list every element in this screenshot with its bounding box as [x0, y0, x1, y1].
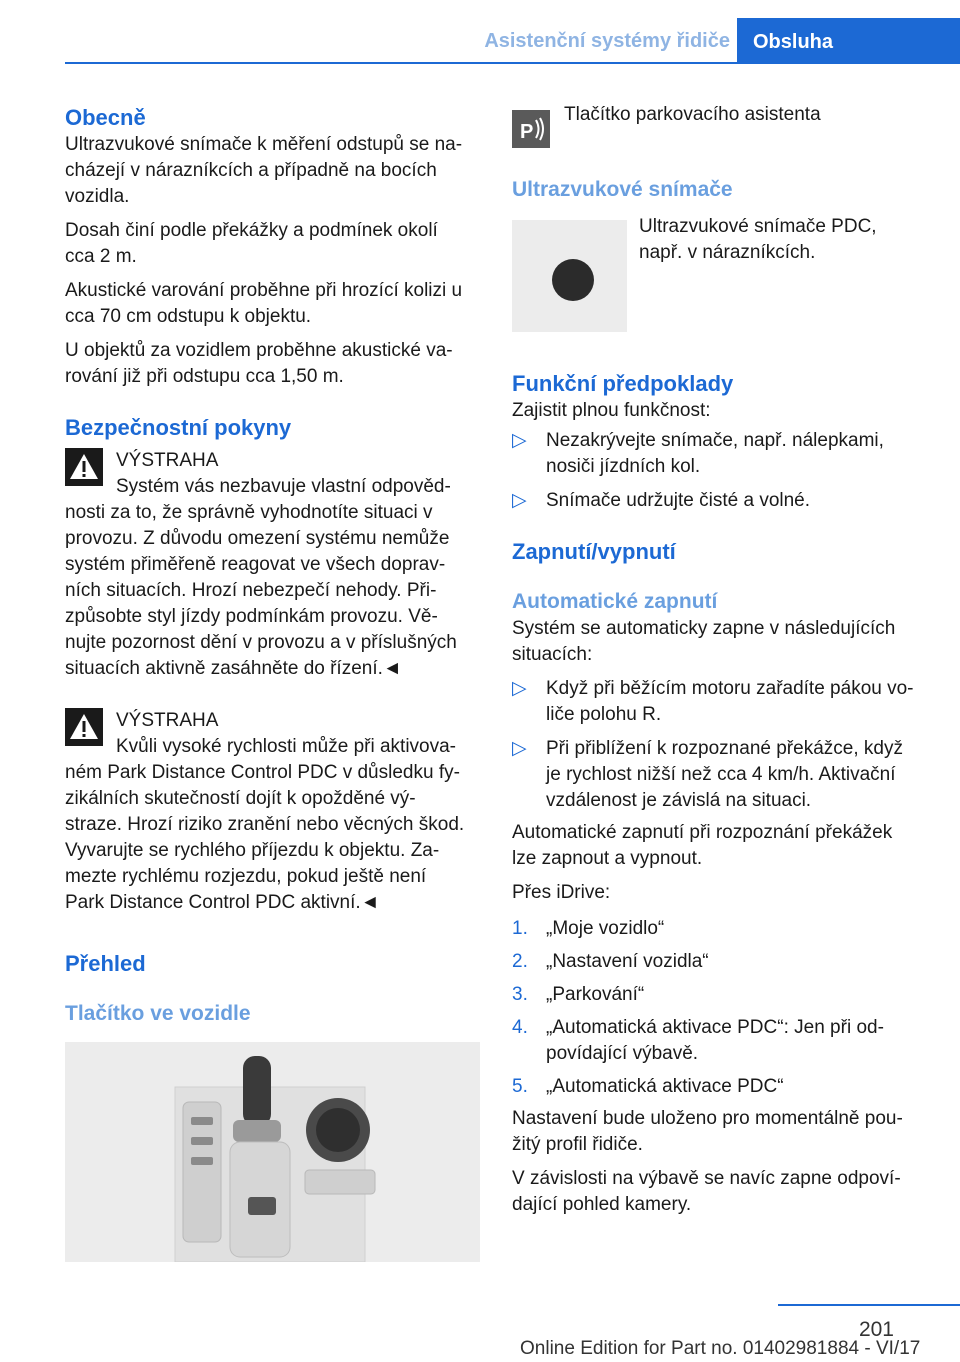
- paragraph: [65, 132, 480, 210]
- footer-rule: [778, 1304, 960, 1306]
- step-item: [512, 1074, 927, 1100]
- text-line: „Nastavení vozidla“: [546, 951, 709, 972]
- heading-automatic-on: Automatické zapnutí: [512, 590, 718, 613]
- paragraph: [512, 616, 927, 668]
- text-line: vozidla.: [65, 186, 130, 207]
- text-line: žitý profil řidiče.: [512, 1134, 643, 1155]
- text-line: Vyvarujte se rychlého příjezdu k objektu. Za-: [65, 840, 440, 861]
- center-console-image: [65, 1042, 480, 1262]
- left-column: [65, 100, 480, 1262]
- text-line: ních situacích. Hrozí nebezpečí nehody. Při-: [65, 580, 437, 601]
- step-number: 3.: [512, 984, 528, 1005]
- text-line: Snímače udržujte čisté a volné.: [546, 490, 811, 511]
- text-line: systém přiměřeně reagovat ve všech doprav-: [65, 554, 446, 575]
- warning-box: [65, 708, 480, 760]
- text-line: U objektů za vozidlem proběhne akustické va-: [65, 340, 453, 361]
- parking-assistant-button-icon: [512, 110, 550, 148]
- text-line: Ultrazvukové snímače k měření odstupů se na-: [65, 134, 463, 155]
- requirements-intro: Zajistit plnou funkčnost:: [512, 400, 711, 421]
- text-line: je rychlost nižší než cca 4 km/h. Aktivační: [546, 764, 896, 785]
- text-line: „Automatická aktivace PDC“: Jen při od-: [546, 1017, 884, 1038]
- text-line: Při přiblížení k rozpoznané překážce, když: [546, 738, 903, 759]
- step-item: [512, 1015, 927, 1067]
- text-line: zikálních skutečností dojít k opožděné vý-: [65, 788, 416, 809]
- list-item: [512, 488, 927, 514]
- parking-assistant-button-row: [512, 100, 927, 156]
- text-line: povídající výbavě.: [546, 1043, 699, 1064]
- text-line: V závislosti na výbavě se navíc zapne odpoví-: [512, 1168, 901, 1189]
- step-item: [512, 982, 927, 1008]
- heading-safety: Bezpečnostní pokyny: [65, 415, 292, 440]
- paragraph: [512, 820, 927, 872]
- text-line: Automatické zapnutí při rozpoznání překážek: [512, 822, 893, 843]
- warning-first-line: Systém vás nezbavuje vlastní odpověd-: [116, 476, 451, 497]
- text-line: Ultrazvukové snímače PDC,: [639, 216, 877, 237]
- paragraph: [512, 1166, 927, 1218]
- text-line: provozu. Z důvodu omezení systému nemůže: [65, 528, 450, 549]
- requirements-list: [512, 428, 927, 514]
- paragraph: [512, 1106, 927, 1158]
- sensor-image: [512, 220, 627, 332]
- warning-icon: [65, 708, 103, 746]
- step-item: [512, 949, 927, 975]
- sensor-block: [512, 210, 927, 330]
- text-line: „Parkování“: [546, 984, 645, 1005]
- text-line: lze zapnout a vypnout.: [512, 848, 703, 869]
- text-line: nosti za to, že správně vyhodnotíte situaci v: [65, 502, 433, 523]
- bullet-marker: ▷: [512, 490, 527, 511]
- text-line: Když při běžícím motoru zařadíte pákou vo-: [546, 678, 914, 699]
- step-number: 2.: [512, 951, 528, 972]
- step-number: 5.: [512, 1076, 528, 1097]
- page-number: 201: [858, 1318, 894, 1341]
- idrive-steps-list: [512, 916, 927, 1100]
- list-item: [512, 428, 927, 480]
- heading-ultrasonic-sensors: Ultrazvukové snímače: [512, 178, 733, 201]
- text-line: způsobte styl jízdy podmínkám provozu. Vě-: [65, 606, 438, 627]
- list-item: [512, 676, 927, 728]
- sensor-illustration: [512, 220, 627, 332]
- paragraph: [65, 278, 480, 330]
- text-line: mezte rychlému rozjezdu, pokud ještě není: [65, 866, 427, 887]
- warning-text: [65, 760, 480, 916]
- text-line: Dosah činí podle překážky a podmínek okolí: [65, 220, 438, 241]
- text-line: dající pohled kamery.: [512, 1194, 692, 1215]
- heading-on-off: Zapnutí/vypnutí: [512, 539, 676, 564]
- text-line: „Moje vozidlo“: [546, 918, 665, 939]
- text-line: situacích aktivně zasáhněte do řízení.◄: [65, 658, 402, 679]
- center-console-illustration: [65, 1042, 480, 1262]
- text-line: cházejí v nárazníkcích a případně na bocích: [65, 160, 437, 181]
- sensor-description: [639, 214, 877, 266]
- header-chapter-tab: Obsluha: [737, 18, 960, 64]
- bullet-marker: ▷: [512, 430, 527, 451]
- text-line: Systém se automaticky zapne v následujících: [512, 618, 896, 639]
- text-line: např. v nárazníkcích.: [639, 242, 816, 263]
- heading-overview: Přehled: [65, 951, 146, 976]
- text-line: Nezakrývejte snímače, např. nálepkami,: [546, 430, 884, 451]
- text-line: vzdálenost je závislá na situaci.: [546, 790, 812, 811]
- paragraph: [65, 218, 480, 270]
- text-line: „Automatická aktivace PDC“: [546, 1076, 784, 1097]
- warning-icon: [65, 448, 103, 486]
- step-number: 1.: [512, 918, 528, 939]
- bullet-marker: ▷: [512, 678, 527, 699]
- warning-text: [65, 500, 480, 682]
- automatic-situations-list: [512, 676, 927, 814]
- warning-box: [65, 448, 480, 500]
- text-line: situacích:: [512, 644, 593, 665]
- step-item: [512, 916, 927, 942]
- text-line: ném Park Distance Control PDC v důsledku fy-: [65, 762, 460, 783]
- text-line: nujte pozornost dění v provozu a v příslušných: [65, 632, 457, 653]
- header-rule: [65, 62, 960, 64]
- step-number: 4.: [512, 1017, 528, 1038]
- warning-first-line: Kvůli vysoké rychlosti může při aktivova-: [116, 736, 456, 757]
- parking-assistant-button-label: Tlačítko parkovacího asistenta: [564, 104, 821, 125]
- paragraph: [65, 338, 480, 390]
- text-line: rování již při odstupu cca 1,50 m.: [65, 366, 344, 387]
- text-line: straze. Hrozí riziko zranění nebo věcných škod.: [65, 814, 465, 835]
- heading-button-in-vehicle: Tlačítko ve vozidle: [65, 1002, 251, 1025]
- text-line: cca 70 cm odstupu k objektu.: [65, 306, 312, 327]
- header-section-title: Asistenční systémy řidiče: [484, 30, 730, 52]
- footer-edition: Online Edition for Part no. 01402981884 - VI/17: [520, 1338, 921, 1359]
- heading-requirements: Funkční předpoklady: [512, 371, 734, 396]
- right-column: [512, 100, 927, 1218]
- text-line: nosiči jízdních kol.: [546, 456, 701, 477]
- text-line: Nastavení bude uloženo pro momentálně pou-: [512, 1108, 903, 1129]
- svg-text:P: P: [520, 121, 534, 143]
- text-line: Park Distance Control PDC aktivní.◄: [65, 892, 380, 913]
- text-line: cca 2 m.: [65, 246, 137, 267]
- text-line: liče polohu R.: [546, 704, 662, 725]
- list-item: [512, 736, 927, 814]
- bullet-marker: ▷: [512, 738, 527, 759]
- warning-title: VÝSTRAHA: [116, 710, 219, 731]
- heading-obecne: Obecně: [65, 105, 146, 130]
- warning-title: VÝSTRAHA: [116, 450, 219, 471]
- text-line: Akustické varování proběhne při hrozící kolizi u: [65, 280, 463, 301]
- idrive-intro: Přes iDrive:: [512, 882, 611, 903]
